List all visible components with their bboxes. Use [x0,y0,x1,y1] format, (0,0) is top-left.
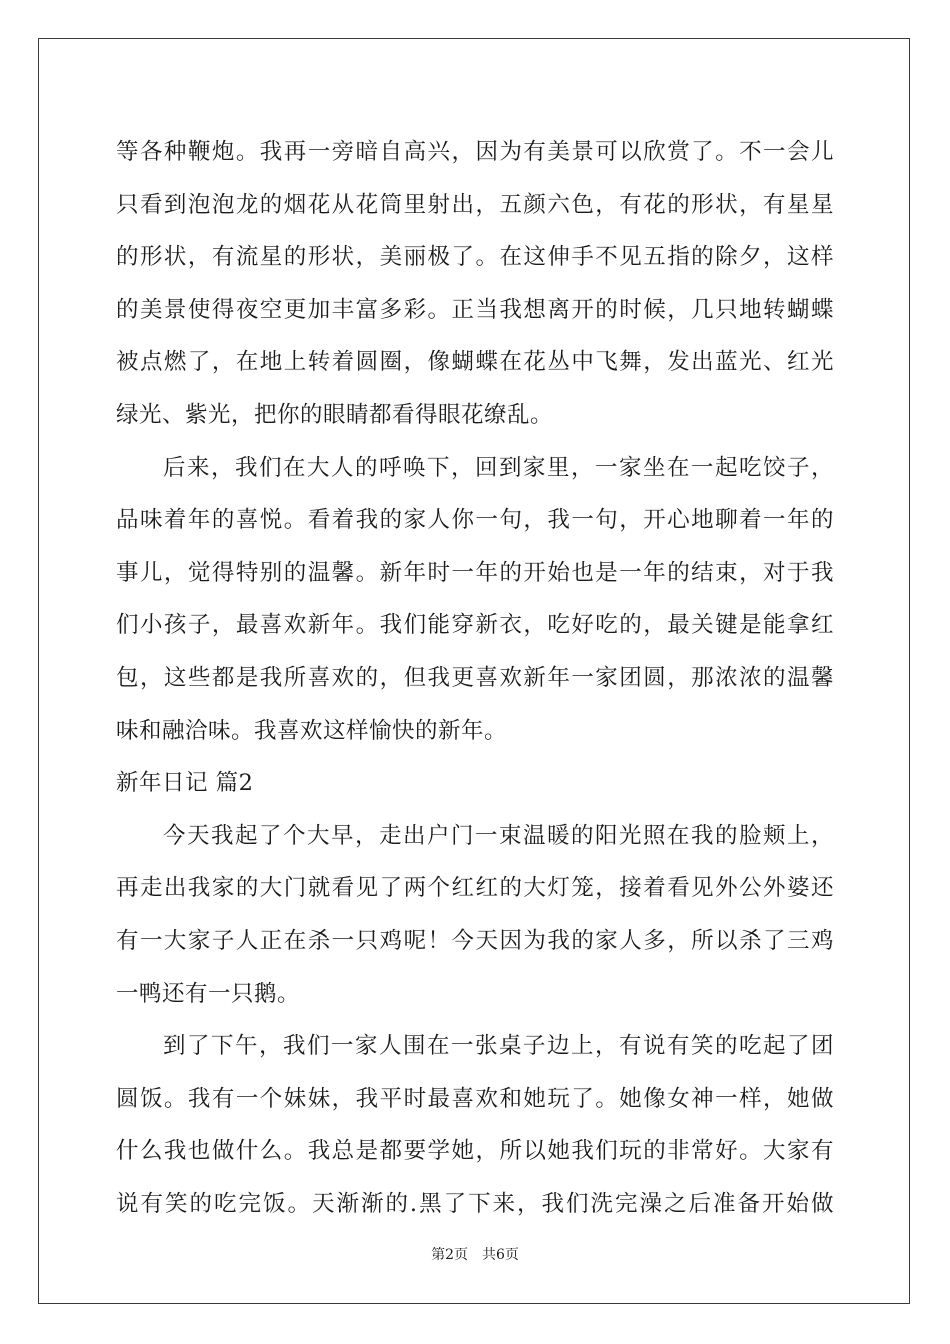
text-line: 今天我起了个大早，走出户门一束温暖的阳光照在我的脸颊上， [163,822,834,849]
text-line: 圆饭。我有一个妹妹，我平时最喜欢和她玩了。她像女神一样，她做 [116,1085,834,1112]
text-line: 有一大家子人正在杀一只鸡呢！今天因为我的家人多，所以杀了三鸡 [116,927,834,954]
paragraph [116,442,834,758]
document-body [116,126,834,1230]
text-line: 绿光、紫光，把你的眼睛都看得眼花缭乱。 [116,401,554,428]
text-line: 被点燃了，在地上转着圆圈，像蝴蝶在花丛中飞舞，发出蓝光、红光 [116,349,834,376]
text-line: 味和融洽味。我喜欢这样愉快的新年。 [116,717,508,744]
text-line: 事儿，觉得特别的温馨。新年时一年的开始也是一年的结束，对于我 [116,559,834,586]
text-line: 等各种鞭炮。我再一旁暗自高兴，因为有美景可以欣赏了。不一会儿 [116,139,834,165]
text-line: 包，这些都是我所喜欢的，但我更喜欢新年一家团圆，那浓浓的温馨 [116,664,834,691]
text-line: 到了下午，我们一家人围在一张桌子边上，有说有笑的吃起了团 [163,1033,834,1060]
text-line: 再走出我家的大门就看见了两个红红的大灯笼，接着看见外公外婆还 [116,875,834,902]
text-line: 们小孩子，最喜欢新年。我们能穿新衣，吃好吃的，最关键是能拿红 [116,612,834,639]
section-heading: 新年日记 篇2 [116,770,254,797]
paragraph [116,810,834,1020]
page-number-footer: 第2页 共6页 [431,1247,519,1263]
text-line: 品味着年的喜悦。看着我的家人你一句，我一句，开心地聊着一年的 [116,507,834,534]
text-line: 的形状，有流星的形状，美丽极了。在这伸手不见五指的除夕，这样 [116,244,834,271]
paragraph [116,126,834,442]
text-line: 后来，我们在大人的呼唤下，回到家里，一家坐在一起吃饺子， [163,454,834,481]
paragraph [116,1020,834,1230]
text-line: 一鸭还有一只鹅。 [116,980,301,1007]
text-line: 只看到泡泡龙的烟花从花筒里射出，五颜六色，有花的形状，有星星 [116,191,834,218]
text-line: 说有笑的吃完饭。天渐渐的.黑了下来，我们洗完澡之后准备开始做 [116,1190,834,1217]
text-line: 什么我也做什么。我总是都要学她，所以她我们玩的非常好。大家有 [116,1138,834,1165]
text-line: 的美景使得夜空更加丰富多彩。正当我想离开的时候，几只地转蝴蝶 [116,296,834,323]
